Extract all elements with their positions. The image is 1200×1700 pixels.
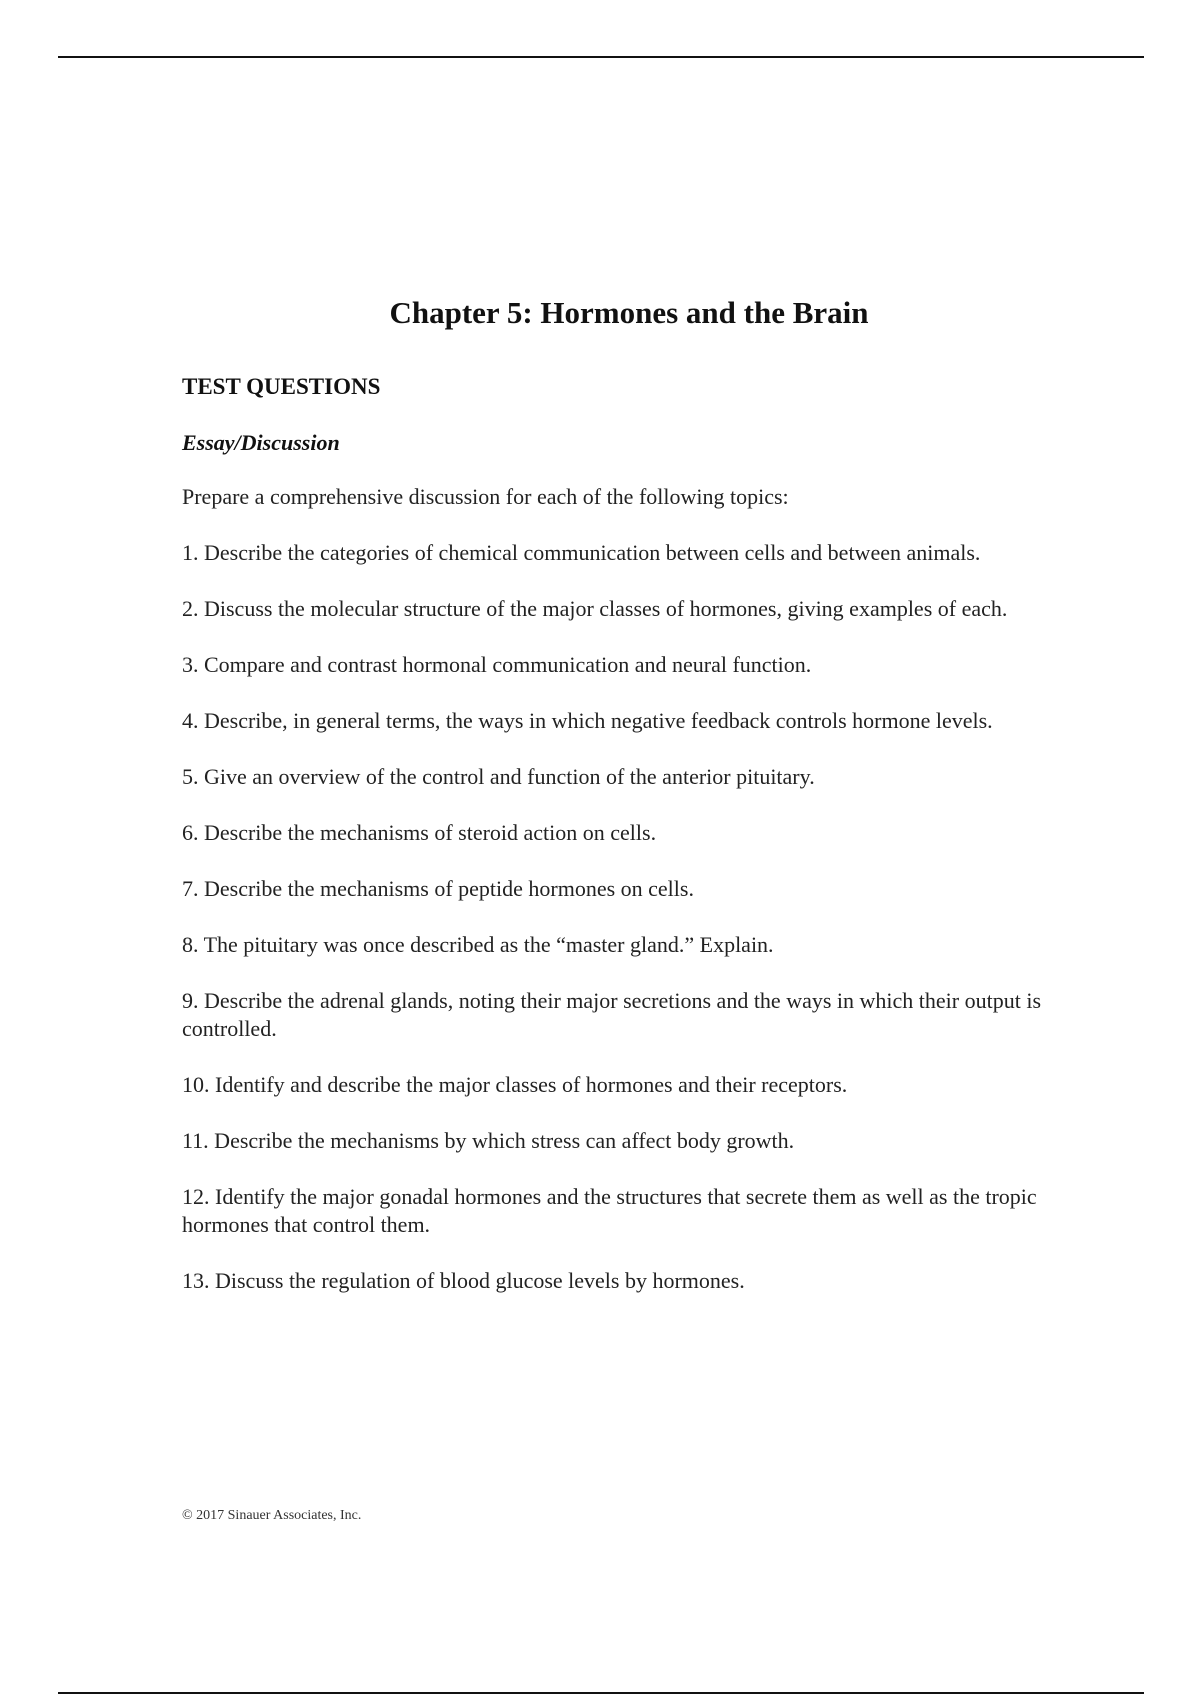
sub-heading: Essay/Discussion <box>182 430 340 455</box>
question-item: 5. Give an overview of the control and function of the anterior pituitary. <box>182 764 815 789</box>
question-item: 7. Describe the mechanisms of peptide hormones on cells. <box>182 876 694 901</box>
page-title: Chapter 5: Hormones and the Brain <box>389 295 869 330</box>
question-item: 4. Describe, in general terms, the ways in which negative feedback controls hormone levels. <box>182 708 993 733</box>
question-item: 2. Discuss the molecular structure of the major classes of hormones, giving examples of each. <box>182 596 1008 621</box>
question-item: 8. The pituitary was once described as the “master gland.” Explain. <box>182 932 774 957</box>
top-rule <box>58 56 1144 58</box>
section-heading: TEST QUESTIONS <box>182 374 381 399</box>
question-item: 3. Compare and contrast hormonal communication and neural function. <box>182 652 812 677</box>
question-item: 13. Discuss the regulation of blood glucose levels by hormones. <box>182 1268 745 1293</box>
question-item: 12. Identify the major gonadal hormones and the structures that secrete them as well as the tropic hormones that control them. <box>182 1184 1037 1237</box>
bottom-rule <box>58 1692 1144 1694</box>
question-item: 6. Describe the mechanisms of steroid action on cells. <box>182 820 657 845</box>
question-item: 9. Describe the adrenal glands, noting their major secretions and the ways in which their output is controlled. <box>182 988 1041 1041</box>
page-content <box>182 290 1052 1295</box>
question-item: 10. Identify and describe the major classes of hormones and their receptors. <box>182 1072 848 1097</box>
question-item: 11. Describe the mechanisms by which stress can affect body growth. <box>182 1128 795 1153</box>
intro-text: Prepare a comprehensive discussion for each of the following topics: <box>182 484 789 509</box>
copyright-notice: © 2017 Sinauer Associates, Inc. <box>182 1508 362 1523</box>
question-item: 1. Describe the categories of chemical communication between cells and between animals. <box>182 540 981 565</box>
question-list <box>182 539 1052 1295</box>
